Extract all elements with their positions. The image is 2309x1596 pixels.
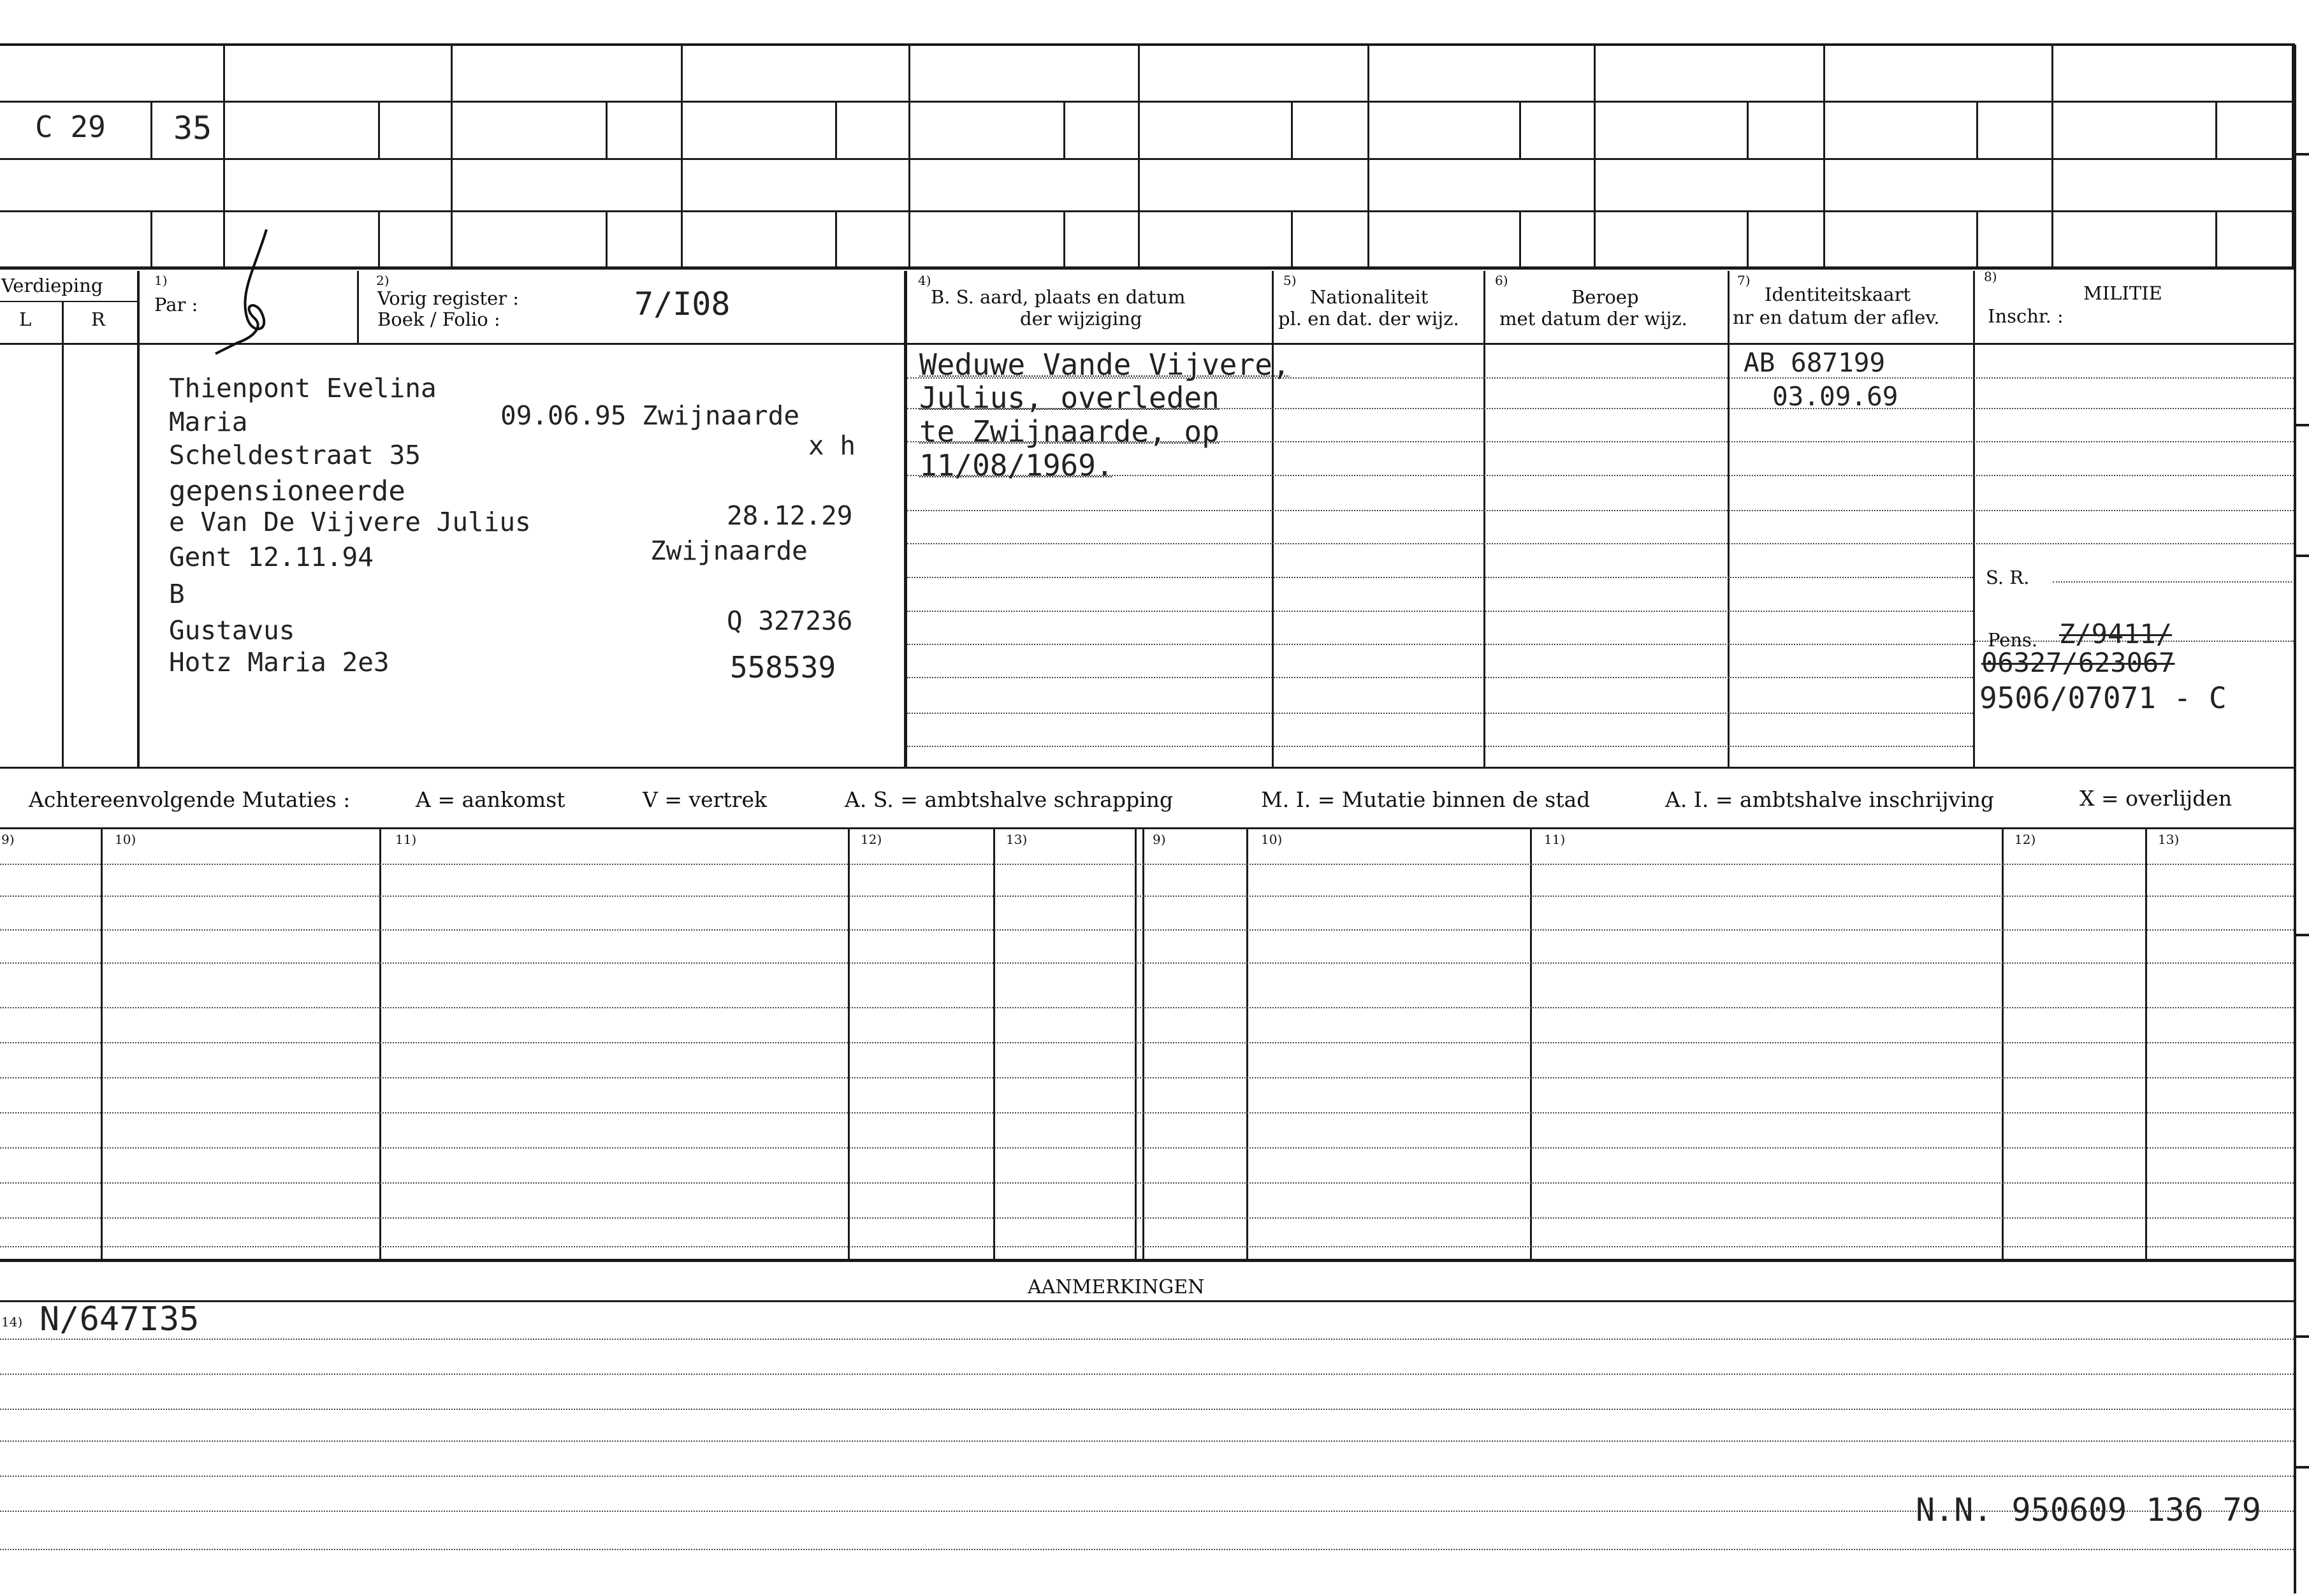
national-number: N.N. 950609 136 79 (1916, 1491, 2261, 1528)
bs-header-line-2: der wijziging (1020, 308, 1142, 330)
bs-entry-line-2: Julius, overleden (919, 381, 1220, 415)
mut-col-9-b: 9) (1153, 832, 1166, 847)
id-card-date: 03.09.69 (1772, 381, 1898, 412)
mutations-table-bottom (0, 1259, 2295, 1262)
grid-top-border (0, 43, 2295, 46)
num-1: 1) (154, 273, 168, 288)
header-bottom-line (0, 343, 2295, 345)
sr-label: S. R. (1986, 567, 2030, 588)
person-name-line-1: Thienpont Evelina (169, 373, 437, 403)
father-name: Gustavus (169, 615, 295, 646)
grid-row-line (0, 101, 2295, 103)
pens-value: 9506/07071 - C (1979, 681, 2227, 715)
mutation-a: A = aankomst (416, 787, 565, 812)
mutation-ai: A. I. = ambtshalve inschrijving (1665, 787, 1995, 812)
nationaliteit-header-2: pl. en dat. der wijz. (1278, 308, 1459, 330)
bs-header-line-1: B. S. aard, plaats en datum (931, 286, 1186, 308)
person-address: Scheldestraat 35 (169, 440, 421, 470)
par-label: Par : (154, 294, 198, 316)
nationaliteit-header-1: Nationaliteit (1310, 286, 1429, 308)
body-bottom-line (0, 767, 2295, 769)
bs-entry-line-4: 11/08/1969. (919, 448, 1114, 482)
signature-mark (210, 223, 300, 357)
person-marker: x h (808, 430, 856, 461)
militie-label: MILITIE (2083, 282, 2162, 304)
mutation-v: V = vertrek (643, 787, 767, 812)
beroep-header-1: Beroep (1571, 286, 1639, 308)
id-card-number: AB 687199 (1744, 347, 1886, 378)
bs-entry-line-1: Weduwe Vande Vijvere, (919, 347, 1290, 382)
spouse-name: e Van De Vijvere Julius (169, 507, 531, 537)
inschr-label: Inschr. : (1988, 305, 2064, 327)
identiteit-header-2: nr en datum der aflev. (1733, 307, 1940, 328)
identiteit-header-1: Identiteitskaart (1765, 284, 1911, 305)
mut-col-10-b: 10) (1261, 832, 1283, 847)
mutations-title: Achtereenvolgende Mutaties : (29, 787, 351, 812)
boek-folio-label: Boek / Folio : (377, 308, 500, 330)
person-name-line-2: Maria (169, 407, 248, 437)
mut-col-10-a: 10) (115, 832, 136, 847)
column-divider (904, 271, 907, 768)
verdieping-label: Verdieping (1, 275, 103, 296)
marriage-date: 28.12.29 (727, 500, 853, 531)
col-l-label: L (19, 308, 32, 330)
marriage-place: Zwijnaarde (650, 535, 808, 566)
num-8: 8) (1984, 269, 1997, 284)
beroep-header-2: met datum der wijz. (1499, 308, 1687, 330)
mut-col-9-a: 9) (1, 832, 15, 847)
mut-col-12-a: 12) (861, 832, 882, 847)
pens-struck-2: 06327/623067 (1981, 647, 2175, 678)
person-birth: 09.06.95 Zwijnaarde (500, 400, 799, 431)
num-5: 5) (1283, 273, 1297, 288)
mut-col-12-b: 12) (2014, 832, 2036, 847)
num-4: 4) (918, 273, 931, 288)
mut-col-11-b: 11) (1544, 832, 1566, 847)
bs-entry-line-3: te Zwijnaarde, op (919, 414, 1220, 449)
pens-struck-1: Z/9411/ (2059, 618, 2173, 649)
mother-ref: 558539 (730, 650, 836, 685)
remarks-title: AANMERKINGEN (1028, 1276, 1205, 1298)
person-line-b: B (169, 579, 185, 609)
mut-col-13-a: 13) (1006, 832, 1028, 847)
col-r-label: R (91, 308, 105, 330)
person-occupation: gepensioneerde (169, 475, 405, 507)
num-6: 6) (1495, 273, 1508, 288)
remarks-value: N/647I35 (40, 1300, 200, 1338)
mutations-table-top (0, 827, 2295, 829)
grid-row-line (0, 266, 2295, 270)
mother-name: Hotz Maria 2e3 (169, 647, 390, 678)
num-2: 2) (376, 273, 390, 288)
mutation-x: X = overlijden (2080, 786, 2233, 811)
section-number: 35 (173, 110, 212, 147)
mut-col-11-a: 11) (395, 832, 417, 847)
spouse-birth: Gent 12.11.94 (169, 542, 374, 572)
column-divider (137, 271, 140, 768)
mut-col-13-b: 13) (2158, 832, 2180, 847)
pens-label: Pens. (1988, 629, 2038, 651)
vorig-register-value: 7/I08 (634, 286, 731, 323)
grid-row-line (0, 158, 2295, 160)
mutation-mi: M. I. = Mutatie binnen de stad (1261, 787, 1591, 812)
mutation-as: A. S. = ambtshalve schrapping (845, 787, 1174, 812)
father-ref: Q 327236 (727, 606, 853, 636)
num-7: 7) (1737, 273, 1751, 288)
grid-row-line (0, 210, 2295, 212)
section-code: C 29 (35, 110, 106, 144)
num-14: 14) (1, 1314, 23, 1330)
vorig-register-label: Vorig register : (377, 287, 520, 309)
